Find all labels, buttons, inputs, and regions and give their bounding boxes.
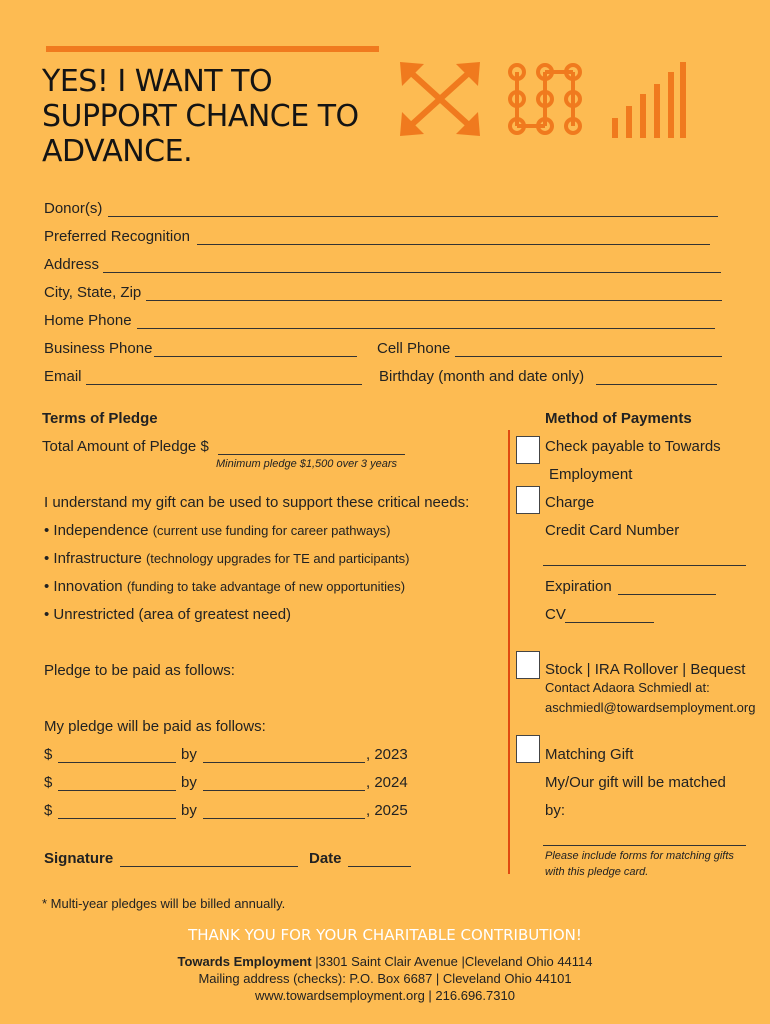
donors-line[interactable] [108,216,718,217]
year-2024: , 2024 [366,774,408,791]
need-title: Infrastructure [53,550,142,567]
donors-label: Donor(s) [44,200,103,217]
expiration-line[interactable] [618,594,716,595]
date-line-2023[interactable] [203,762,365,763]
by-label: by [181,746,197,763]
amount-line-2025[interactable] [58,818,176,819]
column-divider [508,430,510,874]
understand-text: I understand my gift can be used to support these critical needs: [44,494,470,511]
need-item: • Infrastructure (technology upgrades for TE and participants) [44,550,410,567]
birthday-label: Birthday (month and date only) [379,368,585,385]
charge-label: Charge [545,494,595,511]
amount-line-2023[interactable] [58,762,176,763]
matching-note-1: Please include forms for matching gifts [545,850,734,862]
date-label: Date [309,850,342,867]
recognition-line[interactable] [197,244,710,245]
matched-line-2: by: [545,802,566,819]
recognition-label: Preferred Recognition [44,228,190,245]
dollar-sign: $ [44,746,53,763]
need-item: • Unrestricted (area of greatest need) [44,606,292,623]
matching-note-2: with this pledge card. [545,866,649,878]
need-desc: (current use funding for career pathways) [152,523,391,538]
web-phone: www.towardsemployment.org | 216.696.7310 [255,988,515,1003]
title-line-3: ADVANCE. [42,134,193,169]
charge-checkbox[interactable] [516,486,540,514]
need-item: • Independence (current use funding for career pathways) [44,522,391,539]
bars-icon [608,60,690,140]
address-line: |3301 Saint Clair Avenue |Cleveland Ohio 44114 [311,954,593,969]
need-title: Unrestricted (area of greatest need) [53,606,292,623]
terms-heading: Terms of Pledge [42,410,158,427]
payment-heading: Method of Payments [545,410,692,427]
email-label: Email [44,368,82,385]
top-accent-bar [46,46,379,52]
matching-label: Matching Gift [545,746,634,763]
check-label-1: Check payable to Towards [545,438,721,455]
year-2025: , 2025 [366,802,408,819]
mailing-address: Mailing address (checks): P.O. Box 6687 | Cleveland Ohio 44101 [198,971,572,986]
total-line[interactable] [218,454,405,455]
year-2023: , 2023 [366,746,408,763]
address-label: Address [44,256,100,273]
cell-phone-line[interactable] [455,356,722,357]
need-desc: (technology upgrades for TE and participants) [145,551,410,566]
contact-email: aschmiedl@towardsemployment.org [545,700,756,715]
arrows-out-icon [398,60,482,138]
card-number-label: Credit Card Number [545,522,680,539]
dollar-sign: $ [44,774,53,791]
need-title: Independence [53,522,149,539]
my-pledge-text: My pledge will be paid as follows: [44,718,266,735]
cv-line[interactable] [565,622,654,623]
grid-dots-icon [505,60,585,138]
stock-label: Stock | IRA Rollover | Bequest [545,661,746,678]
title-line-1: YES! I WANT TO [42,64,273,99]
cv-label: CV [545,606,566,623]
date-line-2025[interactable] [203,818,365,819]
signature-date-line[interactable] [348,866,411,867]
multi-year-note: * Multi-year pledges will be billed annually. [42,896,286,911]
business-phone-label: Business Phone [44,340,153,357]
address-line[interactable] [103,272,721,273]
footer-address [0,954,770,969]
date-line-2024[interactable] [203,790,365,791]
org-name: Towards Employment [177,954,312,969]
matching-checkbox[interactable] [516,735,540,763]
minimum-note: Minimum pledge $1,500 over 3 years [216,458,397,470]
home-phone-label: Home Phone [44,312,132,329]
signature-label: Signature [44,850,114,867]
signature-line[interactable] [120,866,298,867]
title-line-2: SUPPORT CHANCE TO [42,99,359,134]
need-title: Innovation [53,578,123,595]
cell-phone-label: Cell Phone [377,340,451,357]
business-phone-line[interactable] [154,356,357,357]
by-label: by [181,774,197,791]
thanks-text: THANK YOU FOR YOUR CHARITABLE CONTRIBUTION! [188,926,582,944]
expiration-label: Expiration [545,578,612,595]
dollar-sign: $ [44,802,53,819]
need-item: • Innovation (funding to take advantage of new opportunities) [44,578,406,595]
check-label-2: Employment [549,466,633,483]
city-line[interactable] [146,300,722,301]
page-title [42,64,359,169]
amount-line-2024[interactable] [58,790,176,791]
birthday-line[interactable] [596,384,717,385]
matching-company-line[interactable] [543,845,746,846]
paid-as-follows: Pledge to be paid as follows: [44,662,235,679]
card-number-line[interactable] [543,565,746,566]
total-label: Total Amount of Pledge $ [42,438,209,455]
check-checkbox[interactable] [516,436,540,464]
contact-label: Contact Adaora Schmiedl at: [545,680,710,695]
home-phone-line[interactable] [137,328,715,329]
need-desc: (funding to take advantage of new opportunities) [126,579,406,594]
stock-checkbox[interactable] [516,651,540,679]
city-label: City, State, Zip [44,284,142,301]
email-line[interactable] [86,384,362,385]
by-label: by [181,802,197,819]
matched-line-1: My/Our gift will be matched [545,774,726,791]
